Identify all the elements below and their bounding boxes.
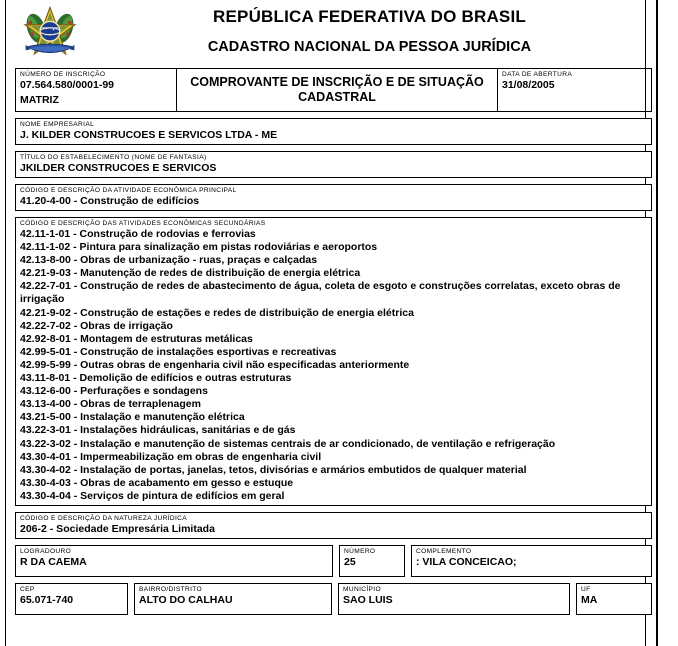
numero-value: 25 — [344, 555, 356, 568]
atividade-secundaria-item: 43.22-3-02 - Instalação e manutenção de sistemas centrais de ar condicionado, de ventilação e refrigeração — [20, 437, 556, 450]
atividade-secundaria-item: 43.30-4-02 - Instalação de portas, janelas, tetos, divisórias e armários embutidos de qualquer material — [20, 463, 527, 476]
nome-empresarial-value: J. KILDER CONSTRUCOES E SERVICOS LTDA - ME — [20, 129, 278, 141]
logradouro-value: R DA CAEMA — [20, 555, 87, 568]
field-label: CÓDIGO E DESCRIÇÃO DA ATIVIDADE ECONÔMICA PRINCIPAL — [20, 187, 237, 194]
field-label: LOGRADOURO — [20, 547, 72, 555]
inscricao-type-value: MATRIZ — [20, 94, 59, 106]
atividade-secundaria-item: 43.12-6-00 - Perfurações e sondagens — [20, 385, 208, 398]
field-label: CÓDIGO E DESCRIÇÃO DAS ATIVIDADES ECONÔMICAS SECUNDÁRIAS — [20, 220, 266, 227]
page-subtitle: CADASTRO NACIONAL DA PESSOA JURÍDICA — [207, 39, 532, 55]
field-label: MUNICÍPIO — [343, 585, 381, 593]
atividade-secundaria-item: 43.30-4-03 - Obras de acabamento em gesso e estuque — [20, 476, 294, 489]
page-title: REPÚBLICA FEDERATIVA DO BRASIL — [213, 7, 526, 26]
municipio-value: SAO LUIS — [343, 593, 393, 606]
field-label: CEP — [20, 585, 35, 593]
field-natureza-juridica — [15, 512, 652, 539]
atividade-secundaria-item: 43.22-3-01 - Instalações hidráulicas, sanitárias e de gás — [20, 424, 296, 437]
field-comprovante-title — [176, 68, 497, 112]
atividade-secundaria-item: 42.13-8-00 - Obras de urbanização - ruas, praças e calçadas — [20, 254, 318, 267]
field-bairro-distrito — [134, 583, 332, 615]
atividade-secundaria-item: 42.21-9-02 - Construção de estações e redes de distribuição de energia elétrica — [20, 306, 414, 319]
registration-summary-row — [15, 68, 652, 112]
brazil-coat-of-arms-icon — [21, 4, 79, 62]
field-numero — [339, 545, 405, 577]
field-complemento — [411, 545, 652, 577]
uf-value: MA — [581, 593, 598, 606]
field-uf — [576, 583, 652, 615]
atividade-secundaria-item: 42.21-9-03 - Manutenção de redes de distribuição de energia elétrica — [20, 267, 361, 280]
field-atividade-principal — [15, 184, 652, 211]
field-atividades-secundarias — [15, 217, 652, 506]
atividade-secundaria-item: 42.99-5-01 - Construção de instalações esportivas e recreativas — [20, 345, 337, 358]
atividade-secundaria-item: 43.30-4-01 - Impermeabilização em obras de engenharia civil — [20, 450, 322, 463]
field-label: NÚMERO DE INSCRIÇÃO — [20, 71, 106, 78]
field-titulo-estabelecimento — [15, 151, 652, 178]
field-label: NÚMERO — [344, 547, 376, 555]
data-abertura-value: 31/08/2005 — [502, 79, 555, 91]
bairro-value: ALTO DO CALHAU — [139, 593, 233, 606]
page-gutter — [658, 0, 678, 646]
field-label: TÍTULO DO ESTABELECIMENTO (NOME DE FANTASIA) — [20, 154, 207, 161]
cep-value: 65.071-740 — [20, 593, 74, 606]
atividade-secundaria-item: 43.11-8-01 - Demolição de edifícios e outras estruturas — [20, 372, 292, 385]
atividade-secundaria-item: 43.30-4-04 - Serviços de pintura de edifícios em geral — [20, 489, 285, 502]
atividade-secundaria-item: 42.92-8-01 - Montagem de estruturas metálicas — [20, 332, 253, 345]
comprovante-title-text: COMPROVANTE DE INSCRIÇÃO E DE SITUAÇÃO CADASTRAL — [190, 75, 484, 104]
field-municipio — [338, 583, 570, 615]
document-frame — [5, 0, 646, 646]
titulo-estabelecimento-value: JKILDER CONSTRUCOES E SERVICOS — [20, 162, 217, 174]
inscricao-number-value: 07.564.580/0001-99 — [20, 79, 115, 91]
atividade-principal-value: 41.20-4-00 - Construção de edifícios — [20, 195, 200, 207]
field-cep — [15, 583, 128, 615]
atividade-secundaria-item: 43.13-4-00 - Obras de terraplenagem — [20, 398, 201, 411]
field-label: NOME EMPRESARIAL — [20, 121, 95, 128]
document-header — [15, 0, 652, 66]
atividade-secundaria-item: 43.21-5-00 - Instalação e manutenção elétrica — [20, 411, 245, 424]
atividades-secundarias-list — [16, 228, 651, 505]
field-label: BAIRRO/DISTRITO — [139, 585, 203, 593]
field-logradouro — [15, 545, 333, 577]
atividade-secundaria-item: 42.22-7-02 - Obras de irrigação — [20, 319, 173, 332]
field-label: UF — [581, 585, 591, 593]
atividade-secundaria-item: 42.11-1-02 - Pintura para sinalização em pistas rodoviárias e aeroportos — [20, 241, 378, 254]
header-titles — [15, 0, 652, 55]
field-label: CÓDIGO E DESCRIÇÃO DA NATUREZA JURÍDICA — [20, 514, 188, 522]
field-nome-empresarial — [15, 118, 652, 145]
natureza-juridica-value: 206-2 - Sociedade Empresária Limitada — [20, 522, 215, 535]
field-label: DATA DE ABERTURA — [502, 71, 573, 78]
field-numero-inscricao — [15, 68, 176, 112]
field-data-abertura — [497, 68, 652, 112]
address-row-secondary — [15, 583, 652, 615]
field-label: COMPLEMENTO — [416, 547, 472, 555]
atividade-secundaria-item: 42.22-7-01 - Construção de redes de abastecimento de água, coleta de esgoto e construções correlatas, exceto obras de irrigação — [20, 280, 621, 306]
atividade-secundaria-item: 42.99-5-99 - Outras obras de engenharia civil não especificadas anteriormente — [20, 358, 410, 371]
address-row-primary — [15, 545, 652, 577]
complemento-value: : VILA CONCEICAO; — [416, 555, 517, 568]
atividade-secundaria-item: 42.11-1-01 - Construção de rodovias e ferrovias — [20, 228, 256, 240]
document-content — [15, 0, 652, 615]
